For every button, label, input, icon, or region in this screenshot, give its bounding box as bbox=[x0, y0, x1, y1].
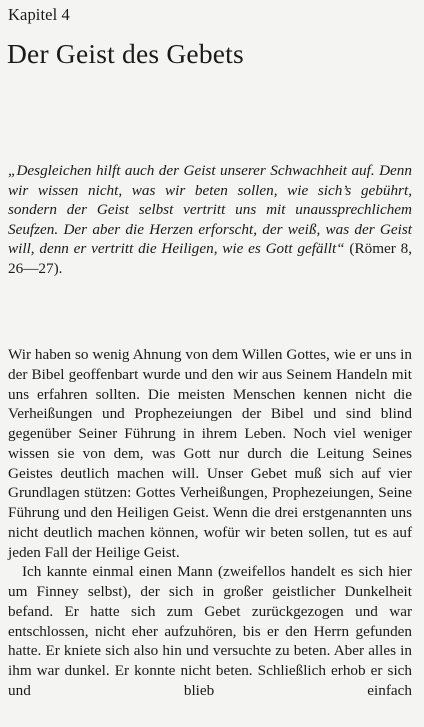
epigraph-quote: „Desgleichen hilft auch der Geist unserer Schwachheit auf. Denn wir wissen nicht, was wir beten sollen, wie sich’s gebührt, sondern der Geist selbst vertritt uns mit unaussprechlichem Seufzen. Der aber die Herzen erforscht, der weiß, was der Geist will, denn er vertritt die Heiligen, wie es Gott gefällt“ bbox=[8, 162, 412, 258]
body-text bbox=[8, 345, 412, 701]
body-paragraph-2: Ich kannte einmal einen Mann (zweifellos handelt es sich hier um Finney selbst), der sich in großer geistlicher Dunkelheit befand. Er hatte sich zum Gebet zurückgezogen und war entschlossen, nicht eher aufzuhören, bis er den Herrn gefunden hatte. Er kniete sich also hin und versuchte zu beten. Aber alles in ihm war dunkel. Er konnte nicht beten. Schließlich erhob er sich und blieb einfach bbox=[8, 563, 412, 699]
chapter-label: Kapitel 4 bbox=[8, 5, 70, 24]
body-paragraph-1: Wir haben so wenig Ahnung von dem Willen Gottes, wie er uns in der Bibel geoffenbart wurde und den wir aus Seinem Handeln mit uns erfahren sollten. Die meisten Menschen kennen nicht die Verheißungen und Prophezeiungen der Bibel und sind blind gegenüber Seiner Führung in ihrem Leben. Noch viel weniger wissen sie von dem, was Gott nur durch die Leitung Seines Geistes deutlich machen will. Unser Gebet muß sich auf vier Grundlagen stützen: Gottes Verheißungen, Prophezeiungen, Seine Führung und den Heiligen Geist. Wenn die drei erstgenannten uns nicht deutlich machen können, wofür wir beten sollen, tut es auf jeden Fall der Heilige Geist. bbox=[8, 346, 412, 561]
epigraph-reference: (Römer 8, 26—27). bbox=[8, 240, 412, 277]
epigraph bbox=[8, 161, 412, 279]
chapter-title: Der Geist des Gebets bbox=[7, 38, 244, 69]
